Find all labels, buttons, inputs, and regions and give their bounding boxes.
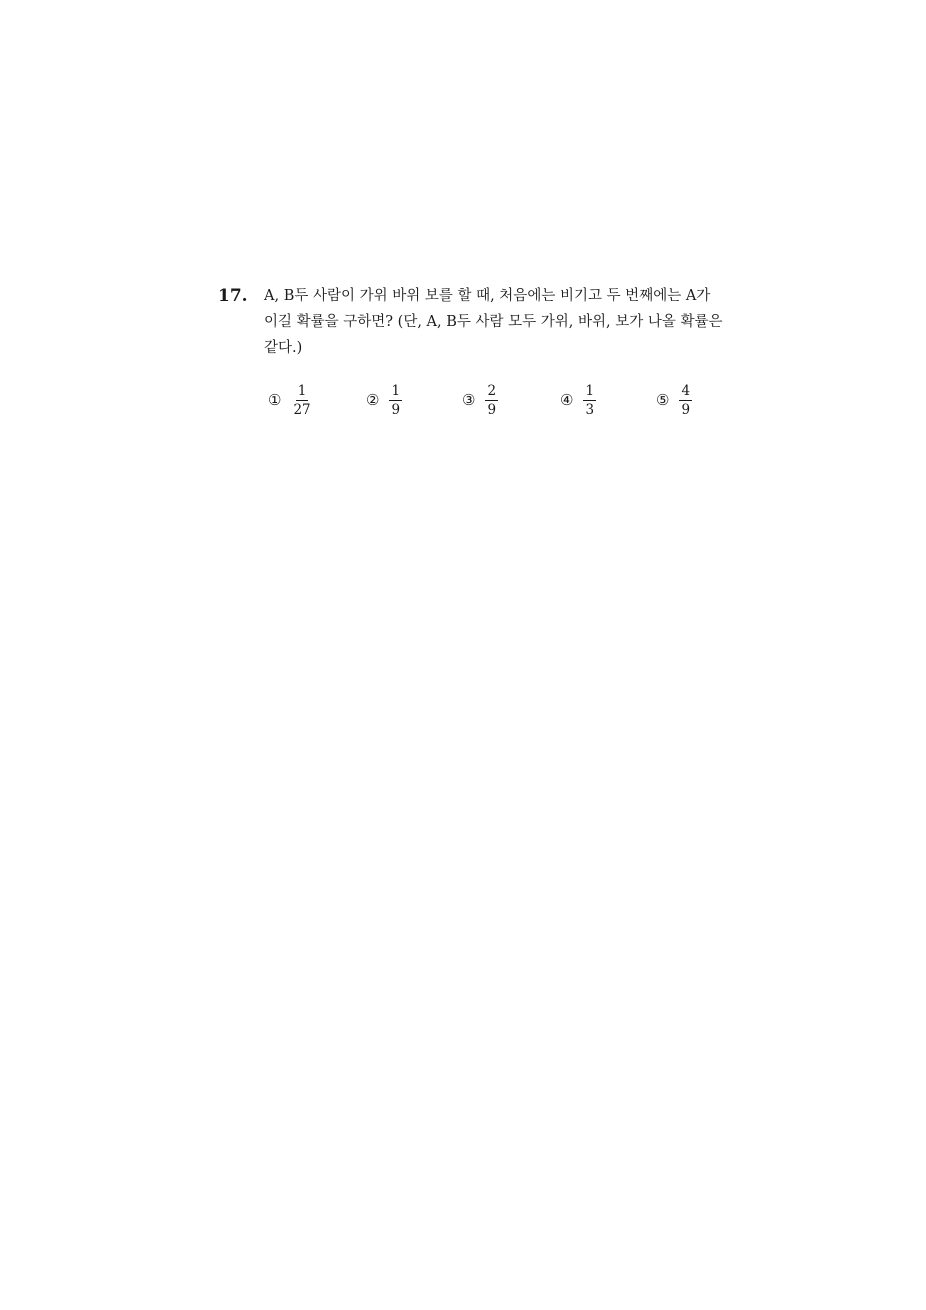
answer-choices [268, 378, 768, 422]
question-number: 17. [218, 286, 248, 306]
choice-3-marker: ③ [462, 391, 476, 409]
choice-5-fraction [679, 383, 692, 418]
choice-2-marker: ② [366, 391, 380, 409]
choice-1-fraction [291, 383, 312, 418]
choice-1-denominator: 27 [293, 401, 311, 418]
choice-5-marker: ⑤ [656, 391, 670, 409]
choice-4-marker: ④ [560, 391, 574, 409]
choice-5[interactable] [656, 378, 692, 422]
question-line-3: 같다.) [264, 340, 303, 356]
choice-1-marker: ① [268, 391, 282, 409]
choice-2[interactable] [366, 378, 402, 422]
choice-3-numerator: 2 [487, 382, 497, 399]
choice-2-denominator: 9 [391, 401, 401, 418]
choice-3[interactable] [462, 378, 498, 422]
question-line-2: 이길 확률을 구하면? (단, A, B두 사람 모두 가위, 바위, 보가 나올 확률은 [264, 314, 723, 330]
choice-4-fraction [583, 383, 596, 418]
choice-4-numerator: 1 [585, 382, 595, 399]
choice-1-numerator: 1 [297, 382, 307, 399]
choice-2-fraction [389, 383, 402, 418]
choice-5-numerator: 4 [681, 382, 691, 399]
choice-4-denominator: 3 [585, 401, 595, 418]
question-stem [264, 283, 764, 361]
question-line-1: A, B두 사람이 가위 바위 보를 할 때, 처음에는 비기고 두 번째에는 A가 [264, 288, 711, 304]
choice-4[interactable] [560, 378, 596, 422]
choice-1[interactable] [268, 378, 313, 422]
choice-2-numerator: 1 [391, 382, 401, 399]
choice-3-denominator: 9 [487, 401, 497, 418]
choice-3-fraction [485, 383, 498, 418]
choice-5-denominator: 9 [681, 401, 691, 418]
